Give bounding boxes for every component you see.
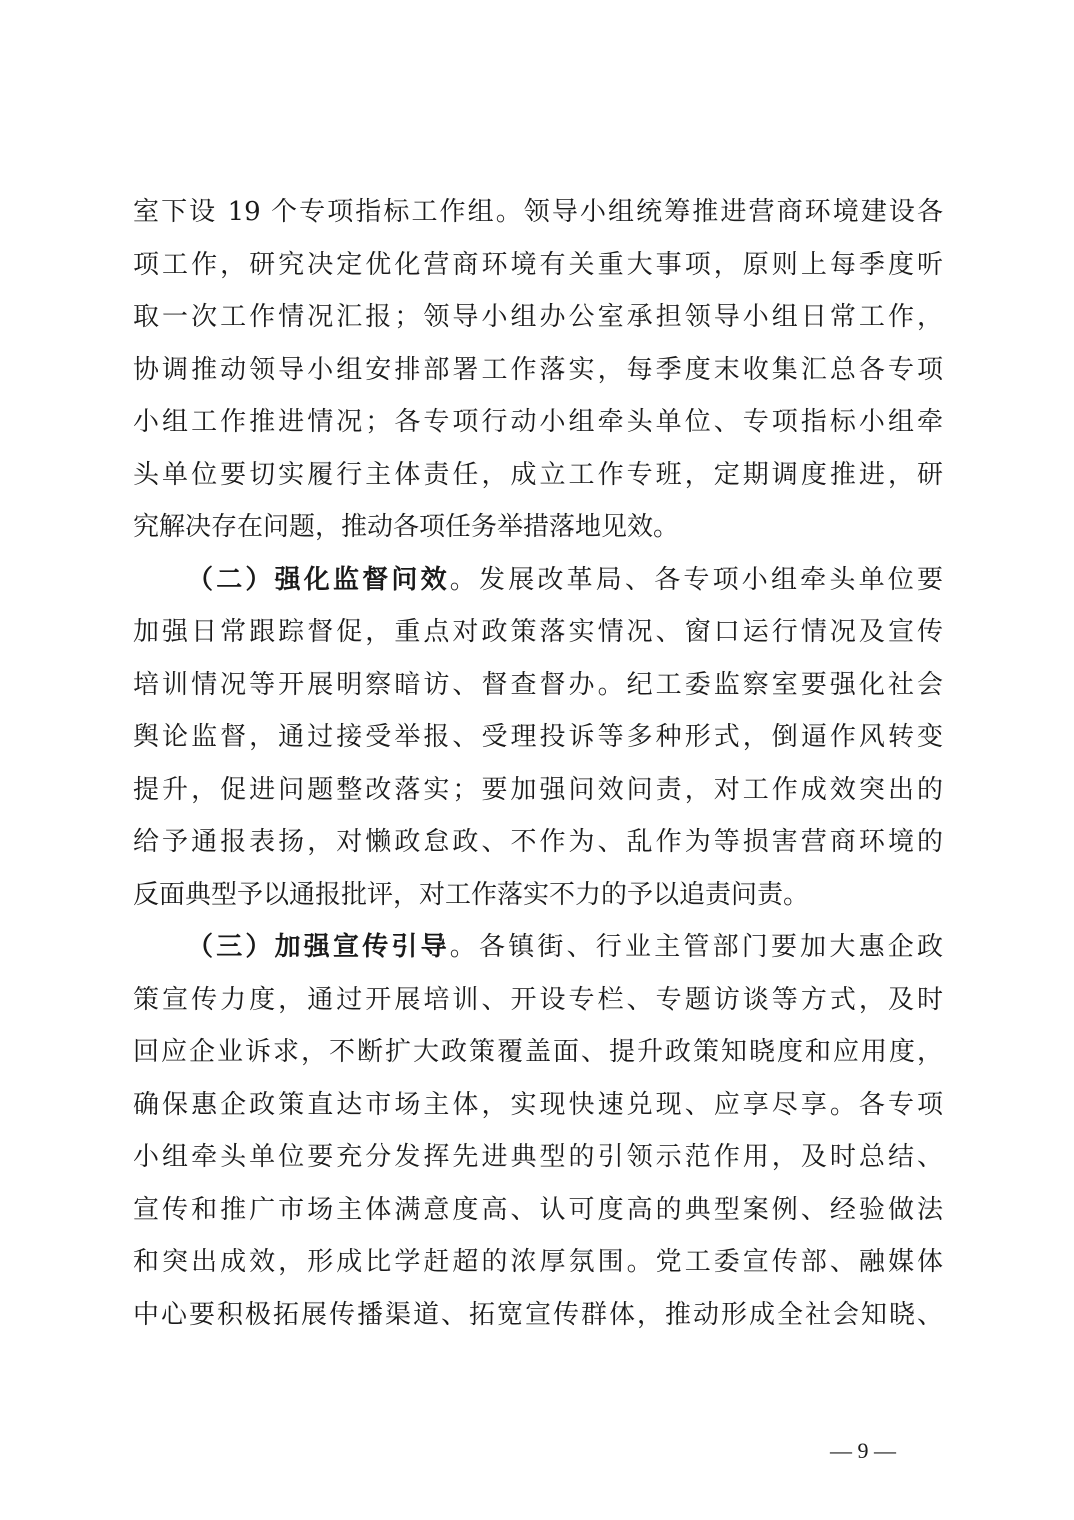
text-line: 加强日常跟踪督促，重点对政策落实情况、窗口运行情况及宣传	[133, 617, 943, 647]
section-heading: （二）强化监督问效	[187, 564, 450, 595]
text-line	[133, 921, 943, 974]
text-line: 回应企业诉求，不断扩大政策覆盖面、提升政策知晓度和应用度，	[133, 1037, 943, 1067]
text-line: 培训情况等开展明察暗访、督查督办。纪工委监察室要强化社会	[133, 669, 943, 700]
text-line: 反面典型予以通报批评，对工作落实不力的予以追责问责。	[133, 879, 810, 910]
text-line: 提升，促进问题整改落实；要加强问效问责，对工作成效突出的	[133, 774, 943, 805]
paragraph-publicity	[133, 921, 943, 1341]
text-line: 中心要积极拓展传播渠道、拓宽宣传群体，推动形成全社会知晓、	[133, 1299, 943, 1330]
text-run: 。发展改革局、各专项小组牵头单位要	[449, 564, 943, 595]
text-line: 和突出成效，形成比学赶超的浓厚氛围。党工委宣传部、融媒体	[133, 1247, 943, 1277]
text-line: 头单位要切实履行主体责任，成立工作专班，定期调度推进，研	[133, 459, 943, 490]
text-line: 项工作，研究决定优化营商环境有关重大事项，原则上每季度听	[133, 249, 943, 280]
text-line	[133, 554, 943, 607]
section-heading: （三）加强宣传引导	[187, 932, 450, 962]
text-line: 取一次工作情况汇报；领导小组办公室承担领导小组日常工作，	[133, 302, 943, 332]
text-line: 小组牵头单位要充分发挥先进典型的引领示范作用，及时总结、	[133, 1142, 943, 1172]
paragraph-leadership-mechanism	[133, 186, 943, 554]
text-line: 室下设 19 个专项指标工作组。领导小组统筹推进营商环境建设各	[133, 197, 943, 227]
document-body	[133, 186, 943, 1341]
text-line: 究解决存在问题，推动各项任务举措落地见效。	[133, 512, 680, 542]
text-line: 舆论监督，通过接受举报、受理投诉等多种形式，倒逼作风转变	[133, 722, 943, 752]
page-number: — 9 —	[830, 1438, 896, 1463]
paragraph-supervision	[133, 554, 943, 922]
text-line: 给予通报表扬，对懒政怠政、不作为、乱作为等损害营商环境的	[133, 827, 943, 857]
text-run: 。各镇街、行业主管部门要加大惠企政	[449, 932, 943, 962]
text-line: 确保惠企政策直达市场主体，实现快速兑现、应享尽享。各专项	[133, 1089, 943, 1120]
text-line: 协调推动领导小组安排部署工作落实，每季度末收集汇总各专项	[133, 354, 943, 385]
text-line: 宣传和推广市场主体满意度高、认可度高的典型案例、经验做法	[133, 1194, 943, 1225]
text-line: 小组工作推进情况；各专项行动小组牵头单位、专项指标小组牵	[133, 407, 943, 437]
text-line: 策宣传力度，通过开展培训、开设专栏、专题访谈等方式，及时	[133, 984, 943, 1015]
